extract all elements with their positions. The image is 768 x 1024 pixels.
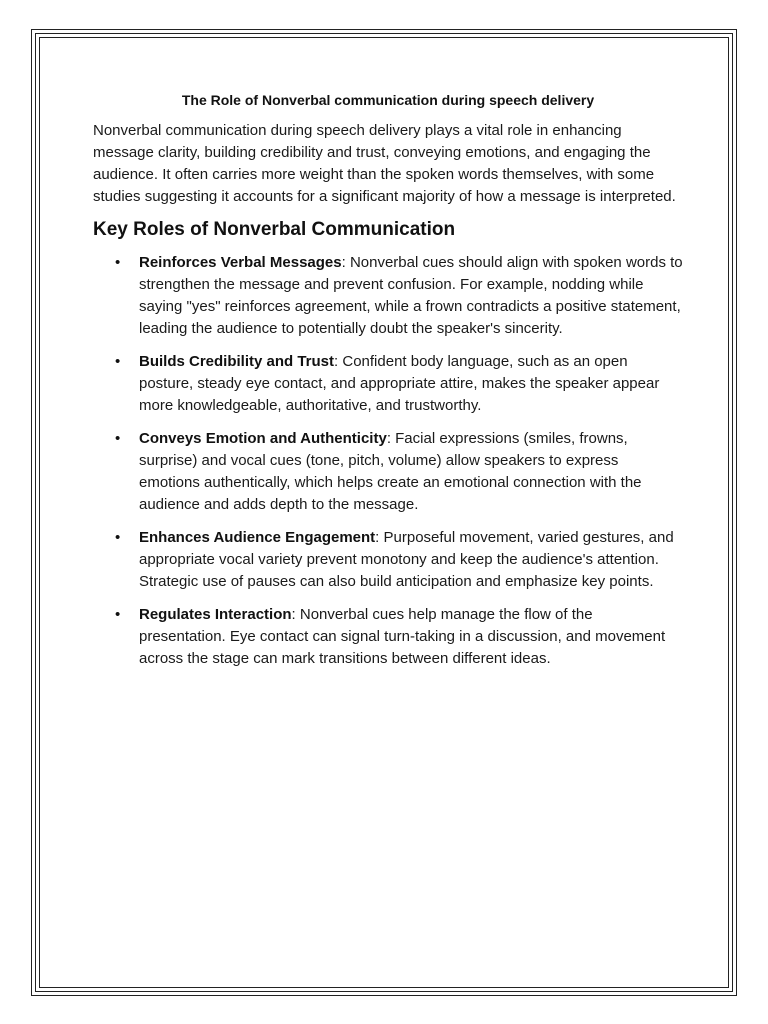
bullet-icon: • [115,430,121,447]
list-item [93,604,683,670]
list-item-term: Regulates Interaction [139,606,292,623]
list-item-description: : Purposeful movement, varied gestures, and appropriate vocal variety prevent monotony and keep the audience's attention. Strategic use of pauses can also build anticipation and emphasize key points. [139,529,674,590]
section-heading: Key Roles of Nonverbal Communication [93,219,456,240]
list-item-description: : Confident body language, such as an open posture, steady eye contact, and appropriate attire, makes the speaker appear more knowledgeable, authoritative, and trustworthy. [139,353,660,414]
bullet-icon: • [115,254,121,271]
list-item [93,428,683,516]
list-item-description: : Nonverbal cues help manage the flow of the presentation. Eye contact can signal turn-taking in a discussion, and movement across the stage can mark transitions between different ideas. [139,606,666,667]
list-item-term: Conveys Emotion and Authenticity [139,430,387,447]
list-item [93,351,683,417]
list-item-term: Builds Credibility and Trust [139,353,335,370]
document-title: The Role of Nonverbal communication during speech delivery [181,92,595,108]
document-body [93,90,683,681]
list-item-term: Reinforces Verbal Messages [139,254,342,271]
list-item-term: Enhances Audience Engagement [139,529,376,546]
bullet-icon: • [115,353,121,370]
bullet-icon: • [115,529,121,546]
bullet-icon: • [115,606,121,623]
list-item-description: : Nonverbal cues should align with spoken words to strengthen the message and prevent confusion. For example, nodding while saying "yes" reinforces agreement, while a frown contradicts a positive statement, leading the audience to potentially doubt the speaker's sincerity. [139,254,683,337]
key-roles-list [93,252,683,670]
list-item-description: : Facial expressions (smiles, frowns, surprise) and vocal cues (tone, pitch, volume) allow speakers to express emotions authentically, which helps create an emotional connection with the audience and adds depth to the message. [139,430,642,513]
list-item [93,527,683,593]
list-item [93,252,683,340]
intro-paragraph: Nonverbal communication during speech delivery plays a vital role in enhancing message clarity, building credibility and trust, conveying emotions, and engaging the audience. It often carries more weight than the spoken words themselves, with some studies suggesting it accounts for a significant majority of how a message is interpreted. [93,122,676,205]
